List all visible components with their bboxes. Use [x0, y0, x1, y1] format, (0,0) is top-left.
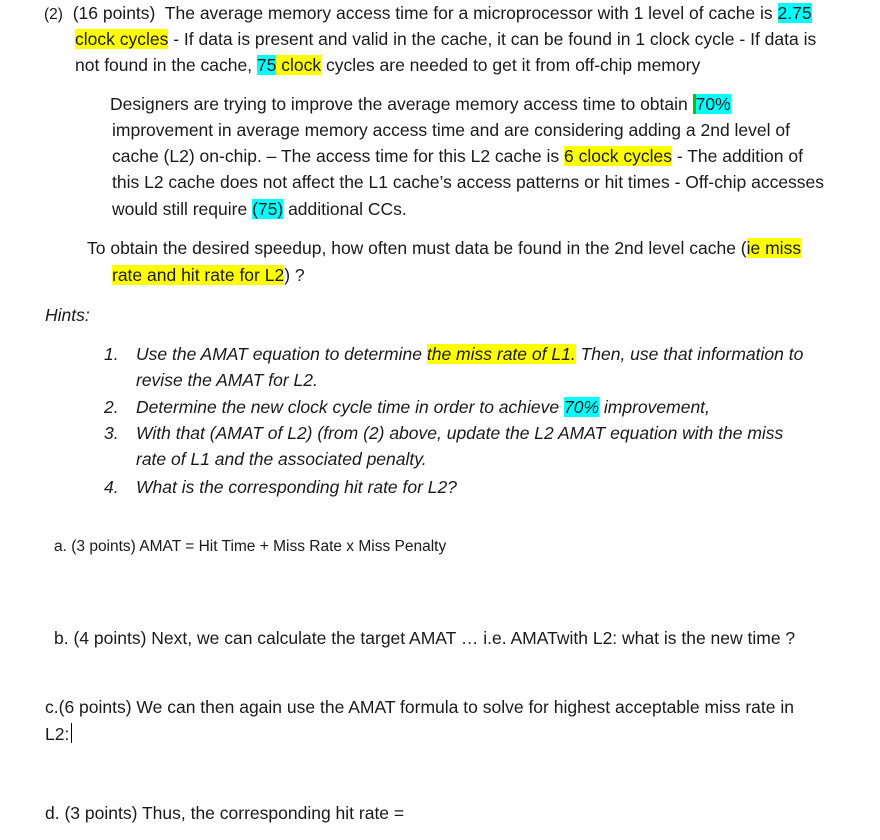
highlight-2-75: 2.75 — [777, 3, 812, 23]
hint-text: With that (AMAT of L2) (from (2) above, update the L2 AMAT equation with the miss — [136, 423, 784, 443]
hint-text: revise the AMAT for L2. — [136, 370, 318, 390]
highlight-6-clock-cycles: 6 clock cycles — [564, 146, 672, 166]
question-points: (16 points) — [72, 3, 156, 23]
highlight-miss-rate-l1: the miss rate of L1. — [426, 344, 576, 364]
part-a: a. (3 points) AMAT = Hit Time + Miss Rate x Miss Penalty — [54, 538, 447, 555]
question-2-line-1 — [44, 0, 812, 28]
hint-1-number: 1. — [104, 344, 119, 364]
hint-4 — [104, 474, 457, 500]
designers-text: Designers are trying to improve the average memory access time to obtain — [110, 94, 688, 114]
designers-line-4 — [112, 169, 824, 195]
part-b: b. (4 points) Next, we can calculate the target AMAT … i.e. AMATwith L2: what is the new time ? — [54, 628, 796, 648]
question-text: not found in the cache, — [75, 55, 253, 75]
designers-line-5 — [112, 196, 407, 222]
highlight-clock-cycles: clock cycles — [75, 29, 169, 49]
designers-text: cache (L2) on-chip. – The access time for this L2 cache is — [112, 146, 560, 166]
part-c-line-2[interactable] — [45, 721, 72, 747]
question-number: (2) — [44, 6, 63, 23]
question-text: The average memory access time for a microprocessor with 1 level of cache is — [164, 3, 773, 23]
highlight-70-percent: 70% — [693, 94, 731, 114]
question-text: cycles are needed to get it from off-chip memory — [326, 55, 701, 75]
text-cursor — [71, 723, 72, 743]
highlight-rate-l2: rate and hit rate for L2 — [112, 265, 285, 285]
designers-text: - The addition of — [676, 146, 803, 166]
designers-text: additional CCs. — [288, 199, 407, 219]
question-text: - If data is present and valid in the cache, it can be found in 1 clock cycle - If data is — [173, 29, 817, 49]
hint-1 — [104, 341, 803, 393]
part-d: d. (3 points) Thus, the corresponding hit rate = — [45, 803, 405, 823]
hints-title: Hints: — [45, 305, 90, 325]
hint-text: What is the corresponding hit rate for L2? — [136, 477, 458, 497]
highlight-70-hint: 70% — [563, 397, 600, 417]
hint-text: Then, use that information to — [580, 344, 804, 364]
hint-3 — [104, 420, 783, 472]
highlight-75: 75 — [256, 55, 277, 75]
question-2-line-3 — [75, 52, 700, 78]
designers-text: this L2 cache does not affect the L1 cache’s access patterns or hit times - Off-chip accesses — [112, 172, 825, 192]
hint-text: Use the AMAT equation to determine — [136, 344, 422, 364]
hint-2-number: 2. — [104, 397, 119, 417]
speedup-line-1 — [87, 235, 801, 261]
speedup-text: To obtain the desired speedup, how often must data be found in the 2nd level cache ( — [87, 238, 747, 258]
designers-line-2 — [112, 117, 790, 143]
question-2-line-2 — [75, 26, 816, 52]
highlight-clock — [276, 55, 321, 75]
highlight-clock-text: clock — [281, 55, 322, 75]
speedup-line-2 — [112, 262, 305, 288]
designers-text: improvement in average memory access time and are considering adding a 2nd level of — [112, 120, 790, 140]
hint-text: Determine the new clock cycle time in order to achieve — [136, 397, 560, 417]
hint-2 — [104, 394, 710, 420]
part-c-label: L2: — [45, 724, 70, 744]
highlight-ie-miss: ie miss — [746, 238, 802, 258]
hint-3-number: 3. — [104, 423, 119, 443]
hint-4-number: 4. — [104, 477, 119, 497]
speedup-text: ) ? — [284, 265, 305, 285]
designers-line-1 — [110, 91, 731, 117]
designers-line-3 — [112, 143, 803, 169]
hint-text: rate of L1 and the associated penalty. — [136, 449, 427, 469]
part-c-line-1: c.(6 points) We can then again use the AMAT formula to solve for highest acceptable miss rate in — [45, 697, 794, 717]
hint-text: improvement, — [603, 397, 710, 417]
designers-text: would still require — [112, 199, 248, 219]
highlight-75-paren: (75) — [252, 199, 284, 219]
